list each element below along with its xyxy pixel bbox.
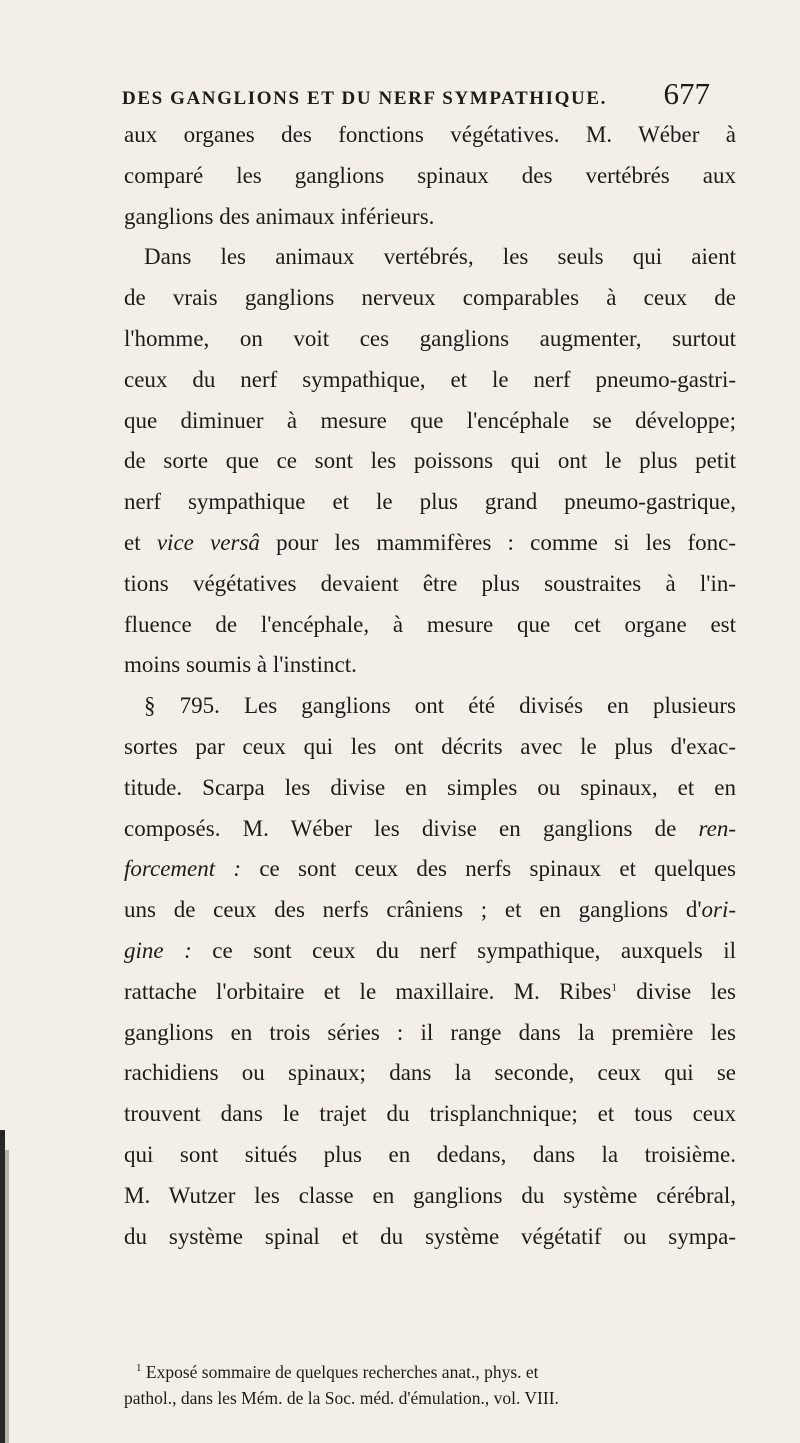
italic-phrase: vice versâ: [156, 529, 260, 555]
text-line: § 795. Les ganglions ont été divisés en plusieurs: [144, 693, 736, 719]
text-segment: composés. M. Wéber les divise en ganglions de: [124, 815, 699, 841]
footnote-text: Exposé sommaire de quelques recherches anat., phys. et: [141, 1362, 539, 1382]
text-line: trouvent dans le trajet du trisplanchnique; et tous ceux: [124, 1101, 736, 1127]
running-title: DES GANGLIONS ET DU NERF SYMPATHIQUE.: [122, 88, 608, 109]
footnotes: [124, 1359, 724, 1411]
body-text: [124, 115, 736, 1257]
text-line: [124, 931, 736, 972]
footnote-line: pathol., dans les Mém. de la Soc. méd. d'émulation., vol. VIII.: [124, 1388, 559, 1408]
italic-phrase: gine :: [124, 937, 192, 963]
text-segment: ce sont ceux du nerf sympathique, auxquels il: [191, 937, 736, 963]
text-line: sortes par ceux qui les ont décrits avec le plus d'exac-: [124, 733, 736, 759]
text-segment: pour les mammifères : comme si les fonc-: [259, 529, 736, 555]
text-line: [124, 972, 736, 1013]
text-line: ganglions des animaux inférieurs.: [124, 203, 435, 229]
text-line: de vrais ganglions nerveux comparables à ceux de: [124, 285, 736, 311]
text-line: M. Wutzer les classe en ganglions du système cérébral,: [124, 1182, 736, 1208]
text-line: ceux du nerf sympathique, et le nerf pneumo-gastri-: [124, 366, 736, 392]
text-line: moins soumis à l'instinct.: [124, 652, 357, 678]
text-line: fluence de l'encéphale, à mesure que cet organe est: [124, 611, 736, 637]
text-segment: uns de ceux des nerfs crâniens ; et en ganglions d': [124, 897, 702, 923]
text-line: [124, 890, 736, 931]
footnote-reference[interactable]: 1: [611, 981, 617, 994]
italic-phrase: ori-: [701, 897, 736, 923]
text-line: [124, 849, 736, 890]
italic-phrase: ren-: [698, 815, 736, 841]
text-line: de sorte que ce sont les poissons qui ont le plus petit: [124, 448, 736, 474]
page-number: 677: [663, 76, 710, 111]
text-line: comparé les ganglions spinaux des vertébrés aux: [124, 162, 736, 188]
text-segment: ce sont ceux des nerfs spinaux et quelques: [241, 856, 737, 882]
text-segment: rattache l'orbitaire et le maxillaire. M. Ribes: [124, 978, 612, 1004]
text-line: l'homme, on voit ces ganglions augmenter, surtout: [124, 325, 736, 351]
text-line: du système spinal et du système végétatif ou sympa-: [124, 1223, 736, 1249]
footnote-mark: 1: [136, 1362, 142, 1375]
text-line: qui sont situés plus en dedans, dans la troisième.: [124, 1141, 736, 1167]
text-line: rachidiens ou spinaux; dans la seconde, ceux qui se: [124, 1060, 736, 1086]
text-segment: divise les: [617, 978, 736, 1004]
text-line: titude. Scarpa les divise en simples ou spinaux, et en: [124, 774, 736, 800]
text-line: Dans les animaux vertébrés, les seuls qui aient: [144, 244, 736, 270]
footnote-line: [124, 1359, 724, 1385]
text-line: nerf sympathique et le plus grand pneumo-gastrique,: [124, 489, 736, 515]
text-line: tions végétatives devaient être plus soustraites à l'in-: [124, 570, 736, 596]
text-segment: et: [124, 529, 157, 555]
text-line: [124, 523, 736, 564]
text-line: ganglions en trois séries : il range dans la première les: [124, 1019, 736, 1045]
text-line: [124, 809, 736, 850]
italic-phrase: forcement :: [124, 856, 242, 882]
text-line: que diminuer à mesure que l'encéphale se développe;: [124, 407, 736, 433]
text-line: aux organes des fonctions végétatives. M. Wéber à: [124, 122, 736, 147]
page-edge-gutter: [5, 1150, 9, 1443]
page-header: [120, 76, 710, 116]
